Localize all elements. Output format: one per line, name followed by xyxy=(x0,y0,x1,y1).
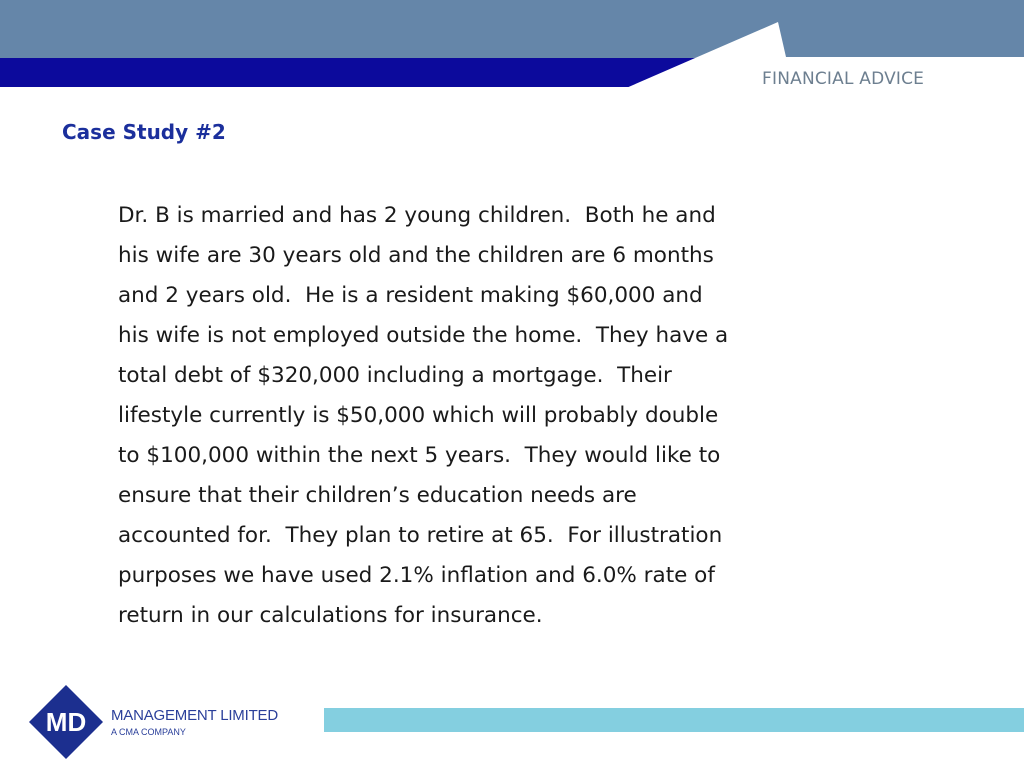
body-line: accounted for. They plan to retire at 65. For illustration xyxy=(118,523,723,548)
body-line: to $100,000 within the next 5 years. They would like to xyxy=(118,443,721,468)
slide-title: Case Study #2 xyxy=(62,120,226,144)
footer-bar xyxy=(324,708,1024,732)
body-line: purposes we have used 2.1% inflation and 6.0% rate of xyxy=(118,563,715,588)
body-line: lifestyle currently is $50,000 which will probably double xyxy=(118,403,719,428)
body-line: total debt of $320,000 including a mortgage. Their xyxy=(118,363,672,388)
header-steel-wedge xyxy=(778,22,1024,57)
case-study-body xyxy=(118,196,878,636)
logo-mark: MD xyxy=(45,707,87,737)
body-line: and 2 years old. He is a resident making $60,000 and xyxy=(118,283,703,308)
logo-subtitle: A CMA COMPANY xyxy=(111,727,186,737)
logo-company-name: MANAGEMENT LIMITED xyxy=(111,707,278,724)
body-line: Dr. B is married and has 2 young children. Both he and xyxy=(118,203,716,228)
md-logo-icon xyxy=(28,684,104,760)
body-line: return in our calculations for insurance. xyxy=(118,603,543,628)
body-line: ensure that their children’s education needs are xyxy=(118,483,637,508)
body-line: his wife are 30 years old and the children are 6 months xyxy=(118,243,714,268)
body-line: his wife is not employed outside the home. They have a xyxy=(118,323,729,348)
header-label: FINANCIAL ADVICE xyxy=(762,69,925,89)
